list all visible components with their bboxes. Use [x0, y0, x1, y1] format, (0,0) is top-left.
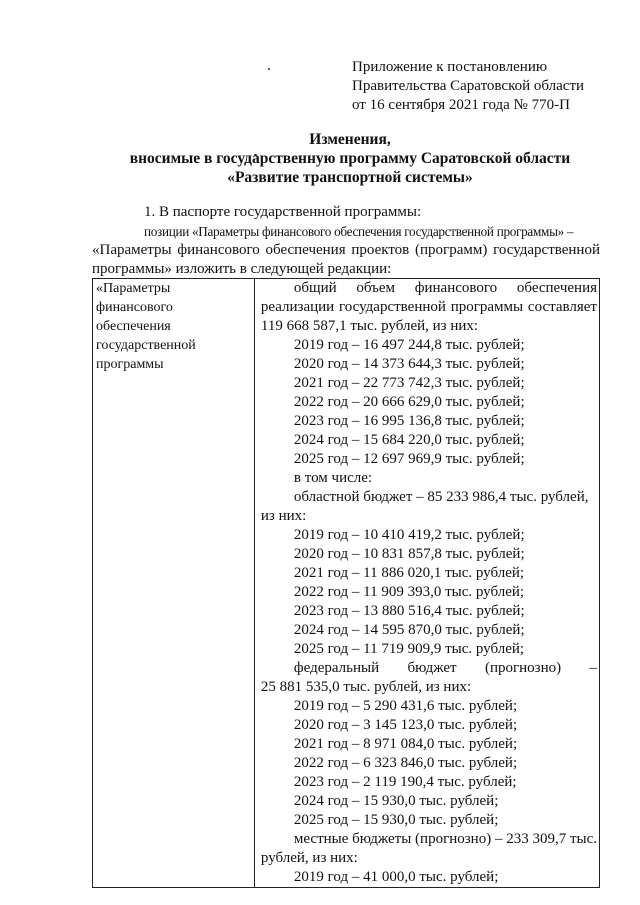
content-line: 2021 год – 8 971 084,0 тыс. рублей;: [293, 736, 518, 752]
content-line: федеральный бюджет (прогнозно) –: [293, 660, 597, 676]
intro-line: «Параметры финансового обеспечения проектов (программ) государственной: [92, 242, 600, 258]
content-line: областной бюджет – 85 233 986,4 тыс. рублей,: [293, 489, 589, 505]
intro-text: [92, 203, 600, 279]
intro-line: позиции «Параметры финансового обеспечения государственной программы» –: [144, 224, 574, 239]
content-line: местные бюджеты (прогнозно) – 233 309,7 тыс.: [293, 831, 597, 847]
content-line: 2021 год – 11 886 020,1 тыс. рублей;: [293, 565, 525, 581]
parameters-table: [92, 278, 600, 888]
content-line: 2020 год – 3 145 123,0 тыс. рублей;: [293, 717, 518, 733]
content-line: 2019 год – 10 410 419,2 тыс. рублей;: [293, 527, 525, 543]
content-line: 2019 год – 16 497 244,8 тыс. рублей;: [293, 337, 525, 353]
content-line: 25 881 535,0 тыс. рублей, из них:: [260, 679, 472, 695]
content-line: 2024 год – 14 595 870,0 тыс. рублей;: [293, 622, 525, 638]
content-line: реализации государственной программы составляет: [260, 299, 597, 315]
parameter-value-cell: [254, 279, 599, 888]
parameter-label-cell: [93, 279, 255, 888]
table-row: [93, 279, 600, 888]
content-line: 2022 год – 11 909 393,0 тыс. рублей;: [293, 584, 525, 600]
intro-item: 1. В паспорте государственной программы:: [144, 204, 422, 220]
content-line: 2022 год – 6 323 846,0 тыс. рублей;: [293, 755, 518, 771]
scan-speck: [268, 68, 270, 70]
heading-line: «Развитие транспортной системы»: [227, 169, 473, 186]
parameter-label: «Параметры финансового обеспечения государственной программы: [96, 281, 196, 372]
content-line: 2024 год – 15 684 220,0 тыс. рублей;: [293, 432, 525, 448]
appendix-line: от 16 сентября 2021 года № 770-П: [352, 97, 570, 113]
content-line: 2023 год – 13 880 516,4 тыс. рублей;: [293, 603, 525, 619]
intro-line: программы» изложить в следующей редакции:: [92, 261, 392, 277]
content-line: 2020 год – 10 831 857,8 тыс. рублей;: [293, 546, 525, 562]
heading-line: вносимые в государственную программу Саратовской области: [129, 150, 571, 167]
content-line: 2023 год – 2 119 190,4 тыс. рублей;: [293, 774, 517, 790]
appendix-line: Правительства Саратовской области: [352, 78, 585, 94]
appendix-line: Приложение к постановлению: [352, 59, 548, 75]
document-heading: [90, 130, 610, 187]
content-line: 2025 год – 15 930,0 тыс. рублей;: [293, 812, 499, 828]
content-line: 2022 год – 20 666 629,0 тыс. рублей;: [293, 394, 525, 410]
content-line: 2025 год – 12 697 969,9 тыс. рублей;: [293, 451, 525, 467]
content-line: 2020 год – 14 373 644,3 тыс. рублей;: [293, 356, 525, 372]
content-line: 2021 год – 22 773 742,3 тыс. рублей;: [293, 375, 525, 391]
content-line: в том числе:: [293, 470, 373, 486]
content-line: из них:: [260, 508, 307, 524]
content-line: общий объем финансового обеспечения: [293, 280, 597, 296]
content-line: рублей, из них:: [260, 850, 358, 866]
content-line: 2023 год – 16 995 136,8 тыс. рублей;: [293, 413, 525, 429]
content-line: 2025 год – 11 719 909,9 тыс. рублей;: [293, 641, 525, 657]
heading-line: Изменения,: [309, 131, 391, 148]
content-line: 2019 год – 41 000,0 тыс. рублей;: [293, 869, 499, 885]
content-line: 2024 год – 15 930,0 тыс. рублей;: [293, 793, 499, 809]
appendix-header: [352, 58, 622, 115]
content-line: 2019 год – 5 290 431,6 тыс. рублей;: [293, 698, 518, 714]
content-line: 119 668 587,1 тыс. рублей, из них:: [260, 318, 479, 334]
